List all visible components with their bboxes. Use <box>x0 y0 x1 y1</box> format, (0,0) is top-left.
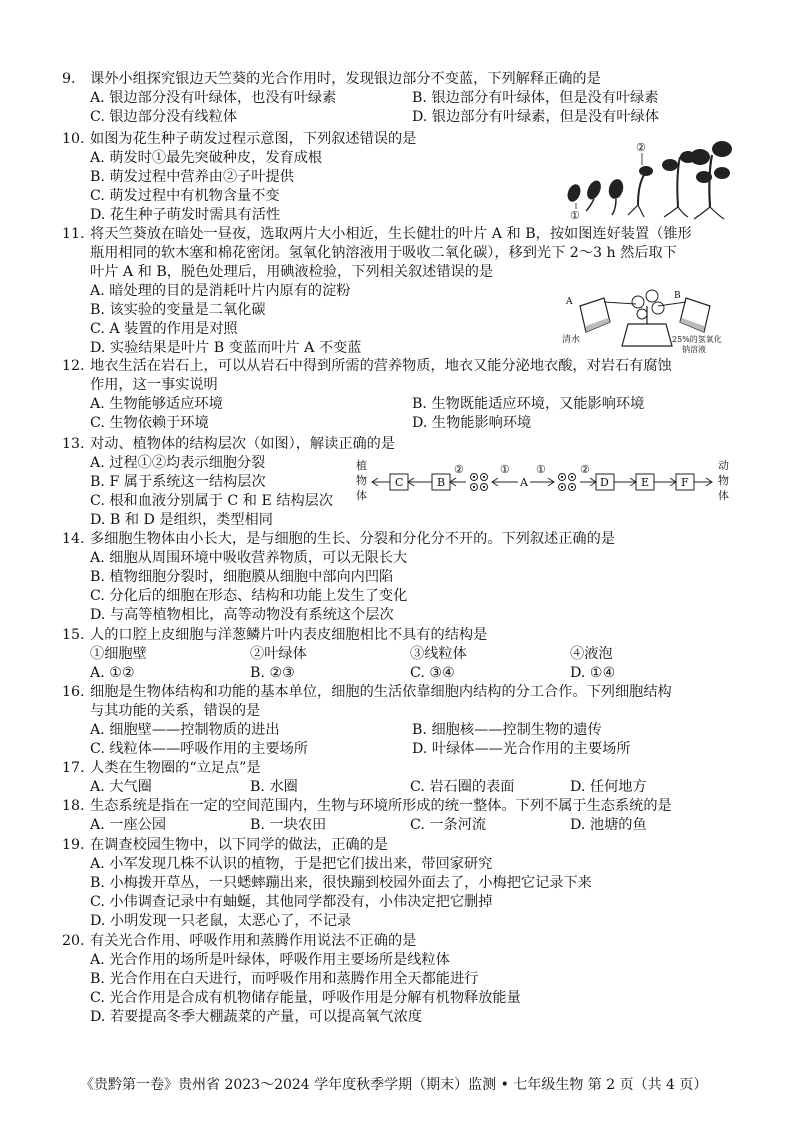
option-b: B. ②③ <box>250 665 295 681</box>
option-a: A. 一座公园 <box>90 817 167 833</box>
option-b: B. 植物细胞分裂时，细胞膜从细胞中部向内凹陷 <box>90 569 394 585</box>
peanut-germination-figure <box>560 135 735 220</box>
question-16 <box>62 683 718 759</box>
cell-cluster <box>471 474 488 491</box>
label-cotyledon: ② <box>636 141 646 154</box>
plant-leaf <box>690 149 710 165</box>
seed-stage-1 <box>565 182 582 203</box>
plant-label-1: 植 <box>356 459 367 472</box>
option-b: B. 光合作用在白天进行，而呼吸作用和蒸腾作用全天都能进行 <box>90 971 479 987</box>
question-number: 14. <box>62 531 85 547</box>
option-d: D. 叶绿体——光合作用的主要场所 <box>412 741 631 757</box>
option-b: B. 细胞核——控制生物的遗传 <box>412 722 602 738</box>
question-15 <box>62 626 718 683</box>
option-c: C. 线粒体——呼吸作用的主要场所 <box>90 741 308 757</box>
label-b: B <box>674 291 681 301</box>
item-4: ④液泡 <box>570 646 613 662</box>
question-stem-line: 作用，这一事实说明 <box>90 377 218 393</box>
option-a: A. 萌发时①最先突破种皮，发育成根 <box>90 150 323 166</box>
box-label-a: A <box>520 476 528 489</box>
cell-cluster <box>559 474 576 491</box>
animal-label-3: 体 <box>718 489 729 502</box>
question-stem-line: 细胞是生物体结构和功能的基本单位，细胞的生活依靠细胞内结构的分工合作。下列细胞结构 <box>90 684 672 700</box>
seed-stage-3 <box>607 178 626 201</box>
option-c: C. 岩石圈的表面 <box>410 779 515 795</box>
option-a: A. ①② <box>90 665 135 681</box>
question-stem: 人的口腔上皮细胞与洋葱鳞片叶内表皮细胞相比不具有的结构是 <box>90 627 488 643</box>
question-number: 18. <box>62 798 85 814</box>
question-stem: 有关光合作用、呼吸作用和蒸腾作用说法不正确的是 <box>90 933 417 949</box>
question-number: 9. <box>62 71 76 87</box>
question-number: 19. <box>62 837 85 853</box>
question-stem: 人类在生物圈的“立足点”是 <box>90 760 261 776</box>
question-12 <box>62 357 718 433</box>
box-label-d: D <box>600 476 609 489</box>
option-d: D. 小明发现一只老鼠，太恶心了，不记录 <box>90 913 352 929</box>
option-d: D. 任何地方 <box>570 779 647 795</box>
box-label-f: F <box>681 476 689 489</box>
label-naoh-2: 钠溶液 <box>682 345 706 354</box>
item-2: ②叶绿体 <box>250 646 307 662</box>
option-c: C. 分化后的细胞在形态、结构和功能上发生了变化 <box>90 588 408 604</box>
option-d: D. 池塘的鱼 <box>570 817 647 833</box>
option-a: A. 生物能够适应环境 <box>90 396 223 412</box>
question-number: 10. <box>62 131 85 147</box>
option-d: D. 花生种子萌发时需具有活性 <box>90 207 281 223</box>
label-water: 清水 <box>562 335 581 345</box>
option-b: B. F 属于系统这一结构层次 <box>90 474 266 490</box>
process-1-right: ① <box>536 463 546 476</box>
option-b: B. 一块农田 <box>250 817 327 833</box>
question-stem: 多细胞生物体由小长大，是与细胞的生长、分裂和分化分不开的。下列叙述正确的是 <box>90 531 615 547</box>
flower-pot <box>622 324 672 346</box>
seed-stage-2 <box>584 178 603 201</box>
plant-leaf <box>714 167 730 179</box>
option-d: D. ①④ <box>570 665 616 681</box>
question-number: 15. <box>62 627 85 643</box>
question-stem: 如图为花生种子萌发过程示意图，下列叙述错误的是 <box>90 131 417 147</box>
animal-label-2: 物 <box>718 474 729 487</box>
plant-label-2: 物 <box>356 474 367 487</box>
option-d: D. 实验结果是叶片 B 变蓝而叶片 A 不变蓝 <box>90 340 362 356</box>
option-b: B. 水圈 <box>250 779 298 795</box>
option-c: C. 光合作用是合成有机物储存能量，呼吸作用是分解有机物释放能量 <box>90 990 521 1006</box>
option-a: A. 银边部分没有叶绿体，也没有叶绿素 <box>90 90 337 106</box>
option-b: B. 小梅拨开草丛，一只蟋蟀蹦出来，很快蹦到校园外面去了，小梅把它记录下来 <box>90 875 592 891</box>
question-stem-line: 与其功能的关系，错误的是 <box>90 703 261 719</box>
question-17 <box>62 759 718 797</box>
question-stem: 生态系统是指在一定的空间范围内，生物与环境所形成的统一整体。下列不属于生态系统的是 <box>90 798 672 814</box>
question-stem: 对动、植物体的结构层次（如图），解读正确的是 <box>90 436 396 452</box>
process-2-right: ② <box>580 463 590 476</box>
option-d: D. B 和 D 是组织，类型相同 <box>90 512 273 528</box>
option-d: D. 银边部分有叶绿素，但是没有叶绿体 <box>412 109 659 125</box>
option-c: C. 萌发过程中有机物含量不变 <box>90 188 280 204</box>
option-a: A. 暗处理的目的是消耗叶片内原有的淀粉 <box>90 283 351 299</box>
process-2-left: ② <box>454 463 464 476</box>
question-19 <box>62 836 718 931</box>
label-naoh: 25%的氢氧化 <box>672 335 722 344</box>
box-label-b: B <box>437 476 446 489</box>
question-number: 16. <box>62 684 85 700</box>
option-c: C. 一条河流 <box>410 817 487 833</box>
item-1: ①细胞壁 <box>90 646 147 662</box>
option-b: B. 该实验的变量是二氧化碳 <box>90 302 266 318</box>
option-c: C. 生物依赖于环境 <box>90 415 209 431</box>
question-number: 20. <box>62 933 85 949</box>
option-a: A. 光合作用的场所是叶绿体，呼吸作用主要场所是线粒体 <box>90 952 450 968</box>
plant-label-3: 体 <box>356 489 367 502</box>
question-stem-line: 地衣生活在岩石上，可以从岩石中得到所需的营养物质，地衣又能分泌地衣酸，对岩石有腐蚀 <box>90 358 672 374</box>
option-d: D. 生物能影响环境 <box>412 415 532 431</box>
option-a: A. 细胞从周围环境中吸收营养物质，可以无限长大 <box>90 550 408 566</box>
question-20 <box>62 932 718 1027</box>
question-number: 12. <box>62 358 85 374</box>
box-label-c: C <box>395 476 404 489</box>
question-14 <box>62 530 718 625</box>
structure-levels-diagram <box>350 458 735 508</box>
option-c: C. 根和血液分别属于 C 和 E 结构层次 <box>90 493 334 509</box>
question-stem: 在调查校园生物中，以下同学的做法，正确的是 <box>90 837 388 853</box>
animal-label-1: 动 <box>718 459 729 472</box>
option-c: C. ③④ <box>410 665 455 681</box>
co2-experiment-figure <box>560 284 735 356</box>
option-c: C. A 装置的作用是对照 <box>90 321 238 337</box>
question-stem-line: 瓶用相同的软木塞和棉花密闭。氢氧化钠溶液用于吸收二氧化碳），移到光下 2～3 h 然后取下 <box>90 245 677 261</box>
option-c: C. 小伟调查记录中有蚰蜒，其他同学都没有，小伟决定把它删掉 <box>90 894 493 910</box>
box-label-e: E <box>641 476 650 489</box>
seedling-stage-4 <box>639 166 653 176</box>
option-b: B. 生物既能适应环境，又能影响环境 <box>412 396 645 412</box>
option-b: B. 萌发过程中营养由②子叶提供 <box>90 169 294 185</box>
question-stem-line: 将天竺葵放在暗处一昼夜，选取两片大小相近，生长健壮的叶片 A 和 B，按如图连好装置（锥形 <box>90 226 692 242</box>
option-d: D. 若要提高冬季大棚蔬菜的产量，可以提高氧气浓度 <box>90 1009 423 1025</box>
plant-leaf <box>712 141 732 157</box>
question-stem-line: 叶片 A 和 B，脱色处理后，用碘液检验，下列相关叙述错误的是 <box>90 264 494 280</box>
option-c: C. 银边部分没有线粒体 <box>90 109 238 125</box>
process-1-left: ① <box>500 463 510 476</box>
question-9 <box>62 70 718 127</box>
question-number: 11. <box>62 226 85 242</box>
option-a: A. 细胞壁——控制物质的进出 <box>90 722 280 738</box>
plant-leaf <box>696 171 712 183</box>
item-3: ③线粒体 <box>410 646 467 662</box>
seedling-leaf <box>662 159 678 171</box>
option-a: A. 小军发现几株不认识的植物，于是把它们拔出来，带回家研究 <box>90 856 493 872</box>
label-radicle: ① <box>570 209 580 220</box>
question-number: 17. <box>62 760 85 776</box>
question-18 <box>62 797 718 835</box>
option-a: A. 过程①②均表示细胞分裂 <box>90 455 266 471</box>
option-d: D. 与高等植物相比，高等动物没有系统这个层次 <box>90 607 394 623</box>
question-stem: 课外小组探究银边天竺葵的光合作用时，发现银边部分不变蓝，下列解释正确的是 <box>90 71 601 87</box>
page-footer: 《贵黔第一卷》贵州省 2023～2024 学年度秋季学期（期末）监测 • 七年级生物 第 2 页（共 4 页） <box>80 1077 708 1093</box>
question-number: 13. <box>62 436 85 452</box>
label-a: A <box>566 297 573 307</box>
option-b: B. 银边部分有叶绿体，但是没有叶绿素 <box>412 90 659 106</box>
option-a: A. 大气圈 <box>90 779 152 795</box>
